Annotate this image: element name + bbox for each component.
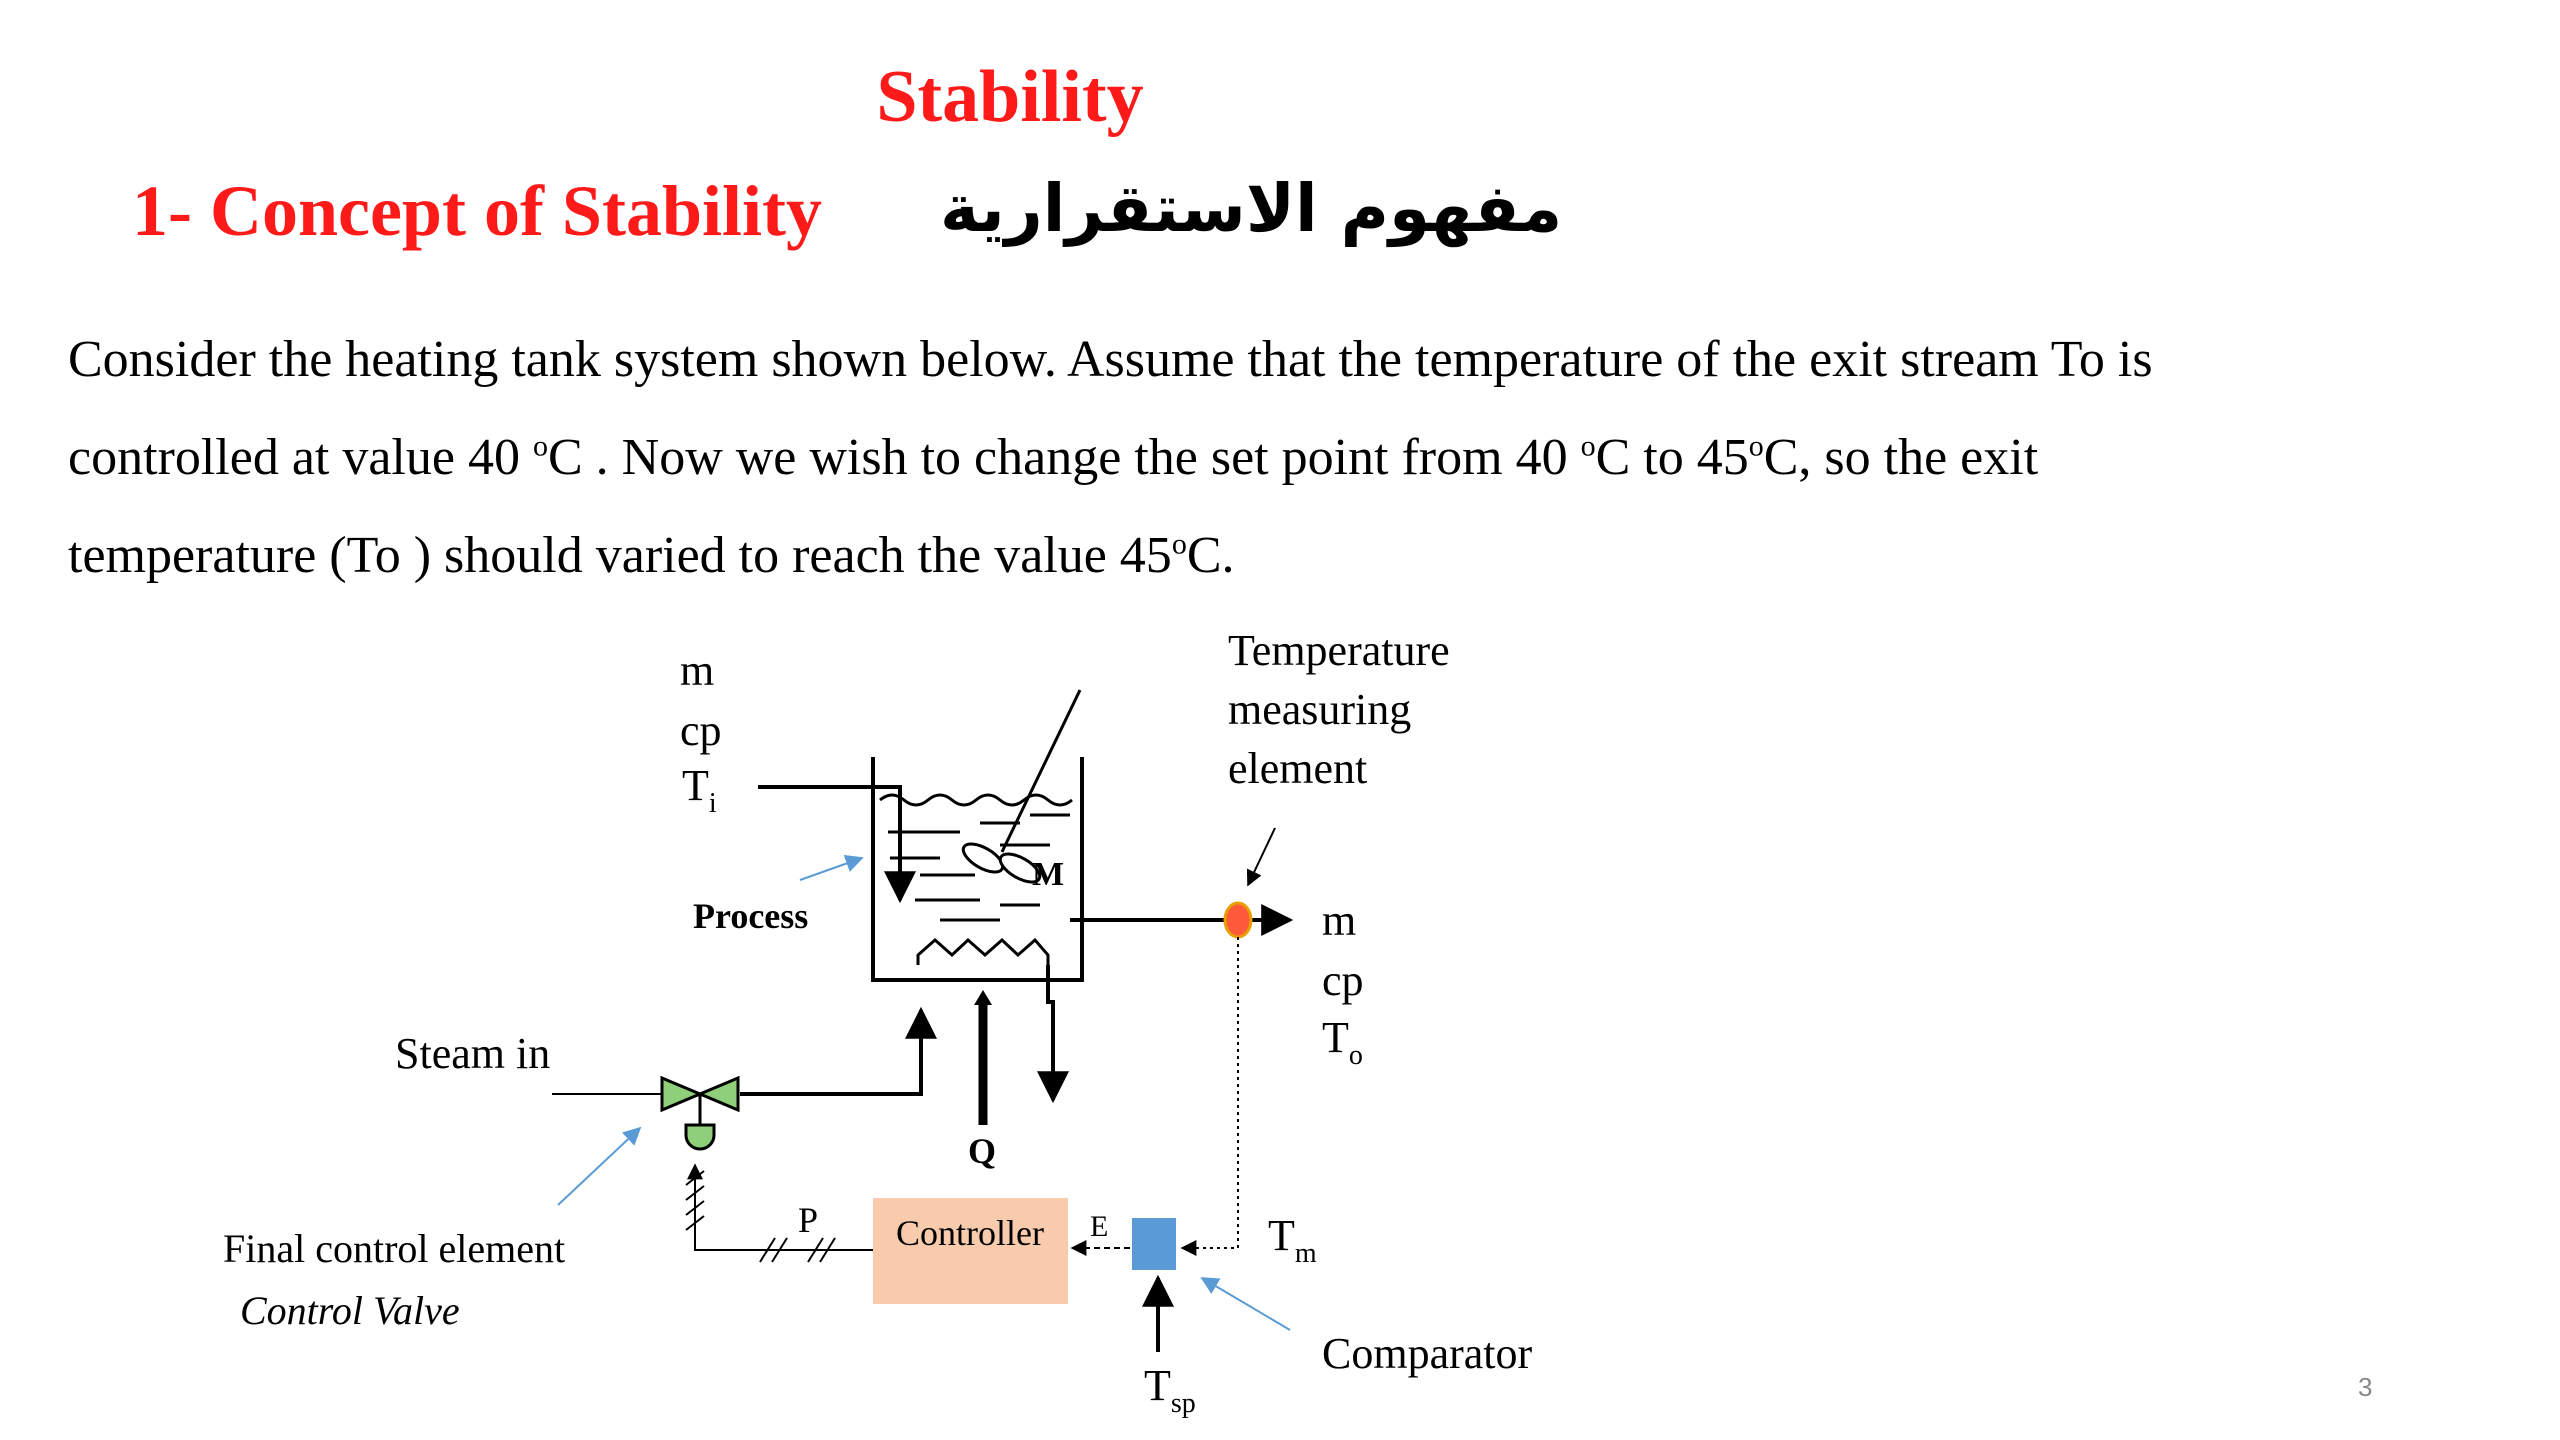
- setpoint-label: $T_{sp}$: [1144, 1361, 1196, 1419]
- temperature-sensor: [1225, 903, 1251, 937]
- steam-in-label: Steam in: [395, 1029, 551, 1078]
- process-label: Process: [693, 896, 809, 936]
- valve-actuator: [686, 1125, 714, 1149]
- outlet-cp-label: cp: [1322, 956, 1364, 1005]
- comparator-pointer: [1202, 1278, 1290, 1330]
- signal-p-label: P: [798, 1200, 819, 1240]
- outlet-flow-label: m: [1322, 896, 1357, 945]
- error-label: E: [1090, 1210, 1109, 1243]
- inlet-cp-label: cp: [680, 706, 722, 755]
- heating-coil: [918, 940, 1048, 965]
- inlet-pipe: [758, 787, 900, 900]
- comparator-label: Comparator: [1322, 1329, 1533, 1378]
- section-heading: 1- Concept of Stability: [132, 171, 822, 251]
- motor-label: M: [1032, 856, 1065, 893]
- paragraph-line-3: temperature (To ) should varied to reach the value 45$^o$C.: [68, 527, 1235, 584]
- inlet-flow-label: m: [680, 646, 715, 695]
- slide-title: Stability: [876, 56, 1144, 138]
- temp-element-label-2: measuring: [1228, 685, 1412, 734]
- liquid-surface: [880, 795, 1072, 805]
- final-element-label: Final control element: [223, 1226, 566, 1271]
- heat-arrow-head: [974, 990, 992, 1005]
- steam-line: [740, 1010, 921, 1094]
- arabic-heading: مفهوم الاستقرارية: [940, 170, 1563, 247]
- heat-label: Q: [968, 1131, 997, 1171]
- temp-element-label-1: Temperature: [1228, 626, 1450, 675]
- paragraph-line-1: Consider the heating tank system shown below. Assume that the temperature of the exit stream To is: [68, 331, 2153, 388]
- inlet-temp-label: $T_i$: [682, 761, 717, 819]
- process-pointer: [800, 858, 862, 880]
- measured-temp-label: $T_m$: [1268, 1211, 1317, 1269]
- comparator-block: [1132, 1218, 1176, 1270]
- control-valve-label: Control Valve: [240, 1288, 460, 1333]
- page-number: 3: [2358, 1372, 2373, 1402]
- outlet-temp-label: $T_o$: [1322, 1013, 1363, 1071]
- valve-body-left: [662, 1078, 700, 1110]
- sensor-pointer: [1248, 828, 1275, 885]
- temp-element-label-3: element: [1228, 744, 1368, 793]
- measurement-signal-line: [1182, 937, 1238, 1248]
- agitator-shaft: [1002, 690, 1080, 852]
- valve-pointer: [558, 1128, 640, 1205]
- controller-label: Controller: [896, 1213, 1044, 1253]
- valve-body-right: [700, 1078, 738, 1110]
- paragraph-line-2: controlled at value 40 $^o$C . Now we wish to change the set point from 40 $^o$C to 45$^o$C, so the exit: [68, 429, 2039, 486]
- condensate-line: [1048, 965, 1053, 1100]
- pneumatic-signal-line: [695, 1165, 873, 1250]
